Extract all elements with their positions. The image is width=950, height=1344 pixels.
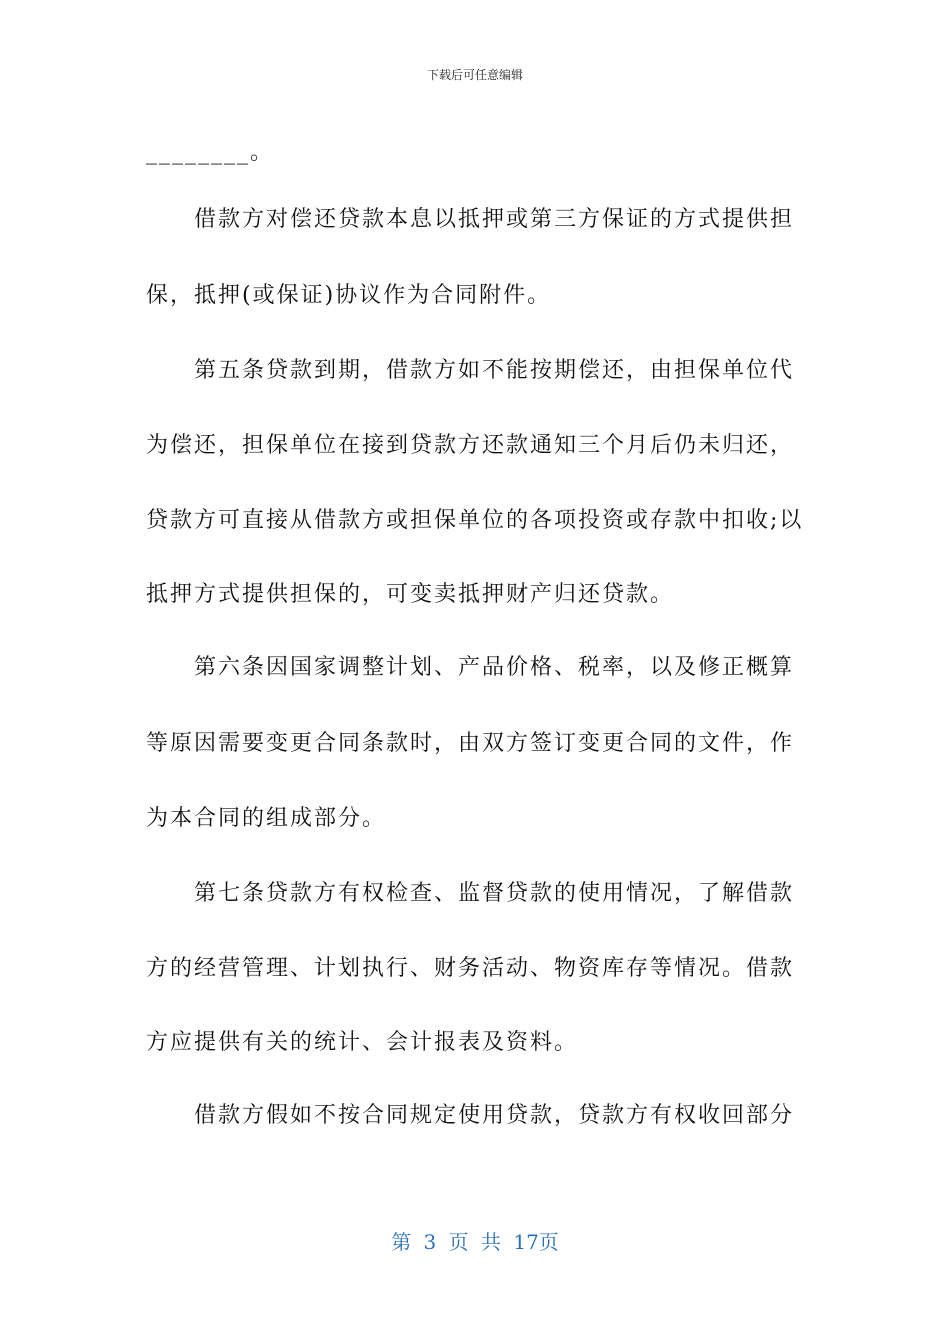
- page-number-footer: 第 3 页 共 17页: [391, 1230, 559, 1254]
- page-header: 下载后可任意编辑: [426, 68, 523, 82]
- text-line: 方的经营管理、计划执行、财务活动、物资库存等情况。借款: [146, 956, 795, 981]
- text-line: 方应提供有关的统计、会计报表及资料。: [146, 1030, 579, 1055]
- text-line: ________。: [146, 140, 275, 165]
- text-line: 贷款方可直接从借款方或担保单位的各项投资或存款中扣收;以: [146, 508, 804, 533]
- paragraph-line: 借款方假如不按合同规定使用贷款，贷款方有权收回部分: [194, 1103, 795, 1128]
- paragraph-line: 借款方对偿还贷款本息以抵押或第三方保证的方式提供担: [194, 207, 795, 232]
- paragraph-line: 第七条贷款方有权检查、监督贷款的使用情况，了解借款: [194, 881, 795, 906]
- text-line: 等原因需要变更合同条款时，由双方签订变更合同的文件，作: [146, 731, 795, 756]
- text-line: 为本合同的组成部分。: [146, 806, 387, 831]
- text-line: 抵押方式提供担保的，可变卖抵押财产归还贷款。: [146, 582, 675, 607]
- text-line: 为偿还，担保单位在接到贷款方还款通知三个月后仍未归还，: [146, 433, 795, 458]
- text-line: 保，抵押(或保证)协议作为合同附件。: [146, 283, 552, 308]
- paragraph-line: 第五条贷款到期，借款方如不能按期偿还，由担保单位代: [194, 358, 795, 383]
- paragraph-line: 第六条因国家调整计划、产品价格、税率，以及修正概算: [194, 655, 795, 680]
